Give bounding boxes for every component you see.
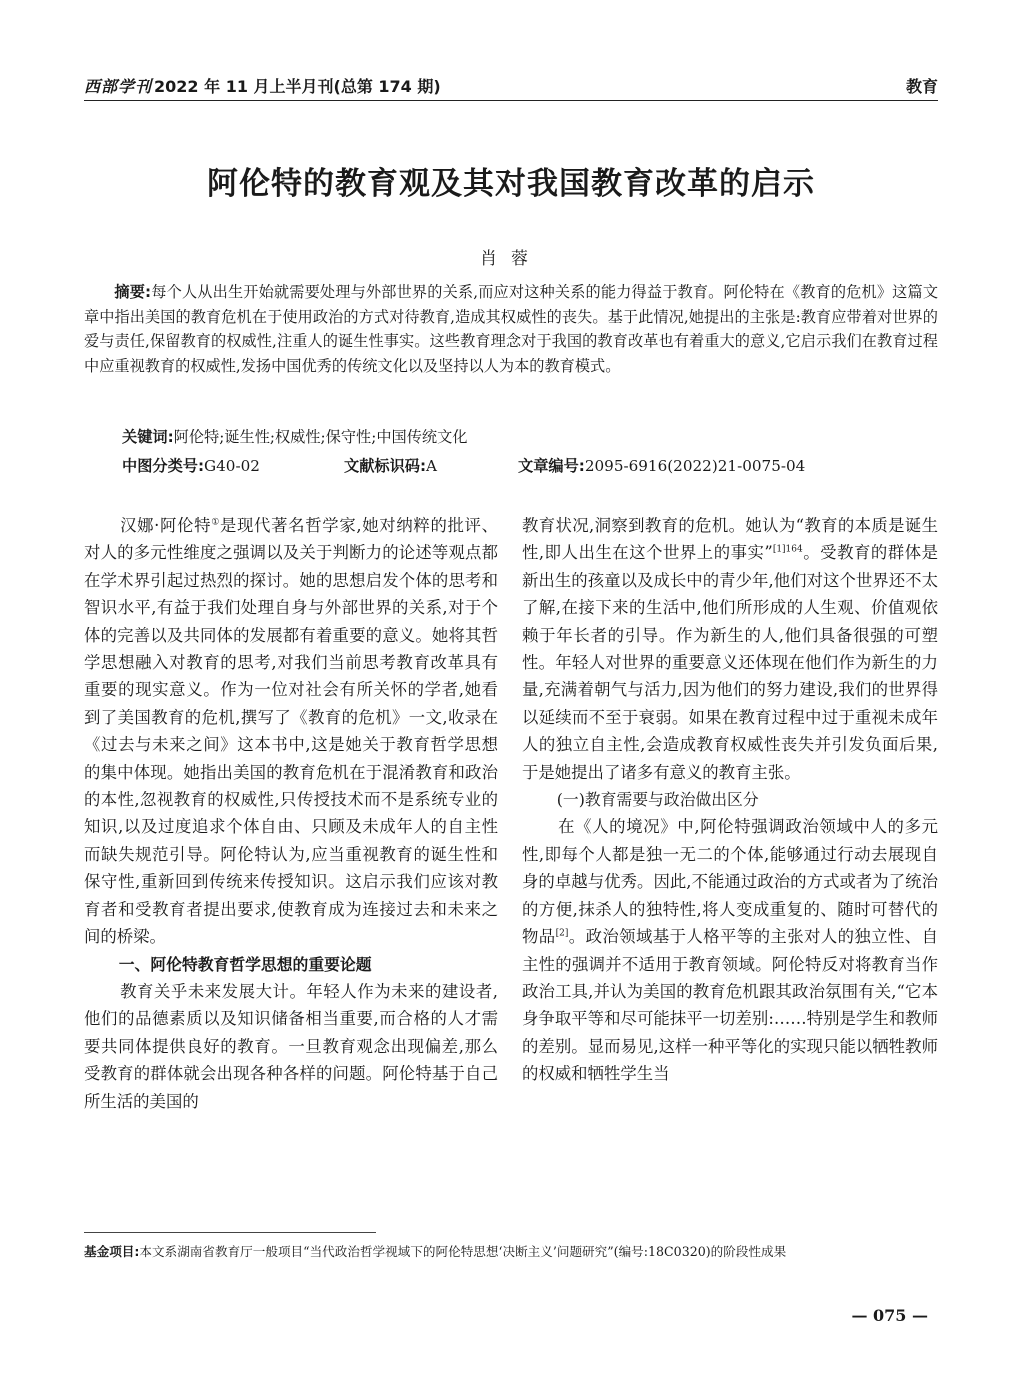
citation-marker: [2] bbox=[555, 928, 569, 939]
page-number: — 075 — bbox=[851, 1306, 928, 1325]
funding-footnote bbox=[84, 1240, 938, 1264]
keywords-text: 阿伦特;诞生性;权威性;保守性;中国传统文化 bbox=[173, 428, 468, 446]
paragraph: 教育关乎未来发展大计。年轻人作为未来的建设者,他们的品德素质以及知识储备相当重要,而合格的人才需要共同体提供良好的教育。一旦教育观念出现偏差,那么受教育的群体就会出现各种各样的问题。阿伦特基于自己所生活的美国的 bbox=[84, 981, 498, 1111]
issue-info: 2022 年 11 月上半月刊(总第 174 期) bbox=[154, 77, 441, 96]
paragraph: 汉娜·阿伦特①是现代著名哲学家,她对纳粹的批评、对人的多元性维度之强调以及关于判断力的论述等观点都在学术界引起过热烈的探讨。她的思想启发个体的思考和智识水平,有益于我们处理自身与外部世界的关系,对于个体的完善以及共同体的发展都有着重要的意义。她将其哲学思想融入对教育的思考,对我们当前思考教育改革具有重要的现实意义。作为一位对社会有所关怀的学者,她看到了美国教育的危机,撰写了《教育的危机》一文,收录在《过去与未来之间》这本书中,这是她关于教育哲学思想的集中体现。她指出美国的教育危机在于混淆教育和政治的本性,忽视教育的权威性,只传授技术而不是系统专业的知识,以及过度追求个体自由、只顾及未成年人的自主性而缺失规范引导。阿伦特认为,应当重视教育的诞生性和保守性,重新回到传统来传授知识。这启示我们应该对教育者和受教育者提出要求,使教育成为连接过去和未来之间的桥梁。 bbox=[84, 516, 498, 947]
keywords bbox=[122, 426, 467, 447]
citation-marker: [1]164 bbox=[772, 544, 803, 555]
body-column-left bbox=[84, 512, 498, 1115]
article-number: 文章编号:2095-6916(2022)21-0075-04 bbox=[518, 457, 806, 475]
document-code: 文献标识码:A bbox=[344, 457, 437, 475]
abstract bbox=[84, 280, 938, 378]
footnote-rule bbox=[84, 1232, 376, 1233]
subsection-heading: (一)教育需要与政治做出区分 bbox=[556, 790, 759, 810]
clc-number: 中图分类号:G40-02 bbox=[122, 457, 260, 475]
body-column-right bbox=[522, 512, 938, 1088]
running-header bbox=[84, 74, 938, 100]
abstract-label: 摘要: bbox=[114, 283, 152, 301]
section-heading: 一、阿伦特教育哲学思想的重要论题 bbox=[118, 954, 372, 974]
journal-issue-line bbox=[84, 74, 441, 97]
journal-logo: 西部学刊 bbox=[84, 77, 153, 96]
section-name: 教育 bbox=[905, 77, 938, 96]
footnote-marker: ① bbox=[211, 517, 220, 528]
funding-text: 本文系湖南省教育厅一般项目“当代政治哲学视域下的阿伦特思想‘决断主义’问题研究”(编号:18C0320)的阶段性成果 bbox=[139, 1244, 787, 1259]
paragraph: 在《人的境况》中,阿伦特强调政治领域中人的多元性,即每个人都是独一无二的个体,能够通过行动去展现自身的卓越与优秀。因此,不能通过政治的方式或者为了统治的方便,抹杀人的独特性,将人变成重复的、随时可替代的物品[2]。政治领域基于人格平等的主张对人的独立性、自主性的强调并不适用于教育领域。阿伦特反对将教育当作政治工具,并认为美国的教育危机跟其政治氛围有关,“它本身争取平等和尽可能抹平一切差别:……特别是学生和教师的差别。显而易见,这样一种平等化的实现只能以牺牲教师的权威和牺牲学生当 bbox=[522, 817, 939, 1084]
header-rule bbox=[84, 100, 938, 101]
funding-label: 基金项目: bbox=[84, 1244, 140, 1259]
author-name: 肖蓉 bbox=[480, 249, 542, 269]
paragraph: 教育状况,洞察到教育的危机。她认为“教育的本质是诞生性,即人出生在这个世界上的事实”$^{[1]164}$。受教育的群体是新出生的孩童以及成长中的青少年,他们对这个世界还不太了解,在接下来的生活中,他们所形成的人生观、价值观依赖于年长者的引导。作为新生的人,他们具备很强的可塑性。年轻人对世界的重要意义还体现在他们作为新生的力量,充满着朝气与活力,因为他们的努力建设,我们的世界得以延续而不至于衰弱。如果在教育过程中过于重视未成年人的独立自主性,会造成教育权威性丧失并引发负面后果,于是她提出了诸多有意义的教育主张。 bbox=[522, 516, 939, 782]
article-title: 阿伦特的教育观及其对我国教育改革的启示 bbox=[207, 166, 815, 202]
abstract-text: 每个人从出生开始就需要处理与外部世界的关系,而应对这种关系的能力得益于教育。阿伦特在《教育的危机》这篇文章中指出美国的教育危机在于使用政治的方式对待教育,造成其权威性的丧失。基于此情况,她提出的主张是:教育应带着对世界的爱与责任,保留教育的权威性,注重人的诞生性事实。这些教育理念对于我国的教育改革也有着重大的意义,它启示我们在教育过程中应重视教育的权威性,发扬中国优秀的传统文化以及坚持以人为本的教育模式。 bbox=[84, 283, 939, 375]
keywords-label: 关键词: bbox=[122, 428, 174, 446]
